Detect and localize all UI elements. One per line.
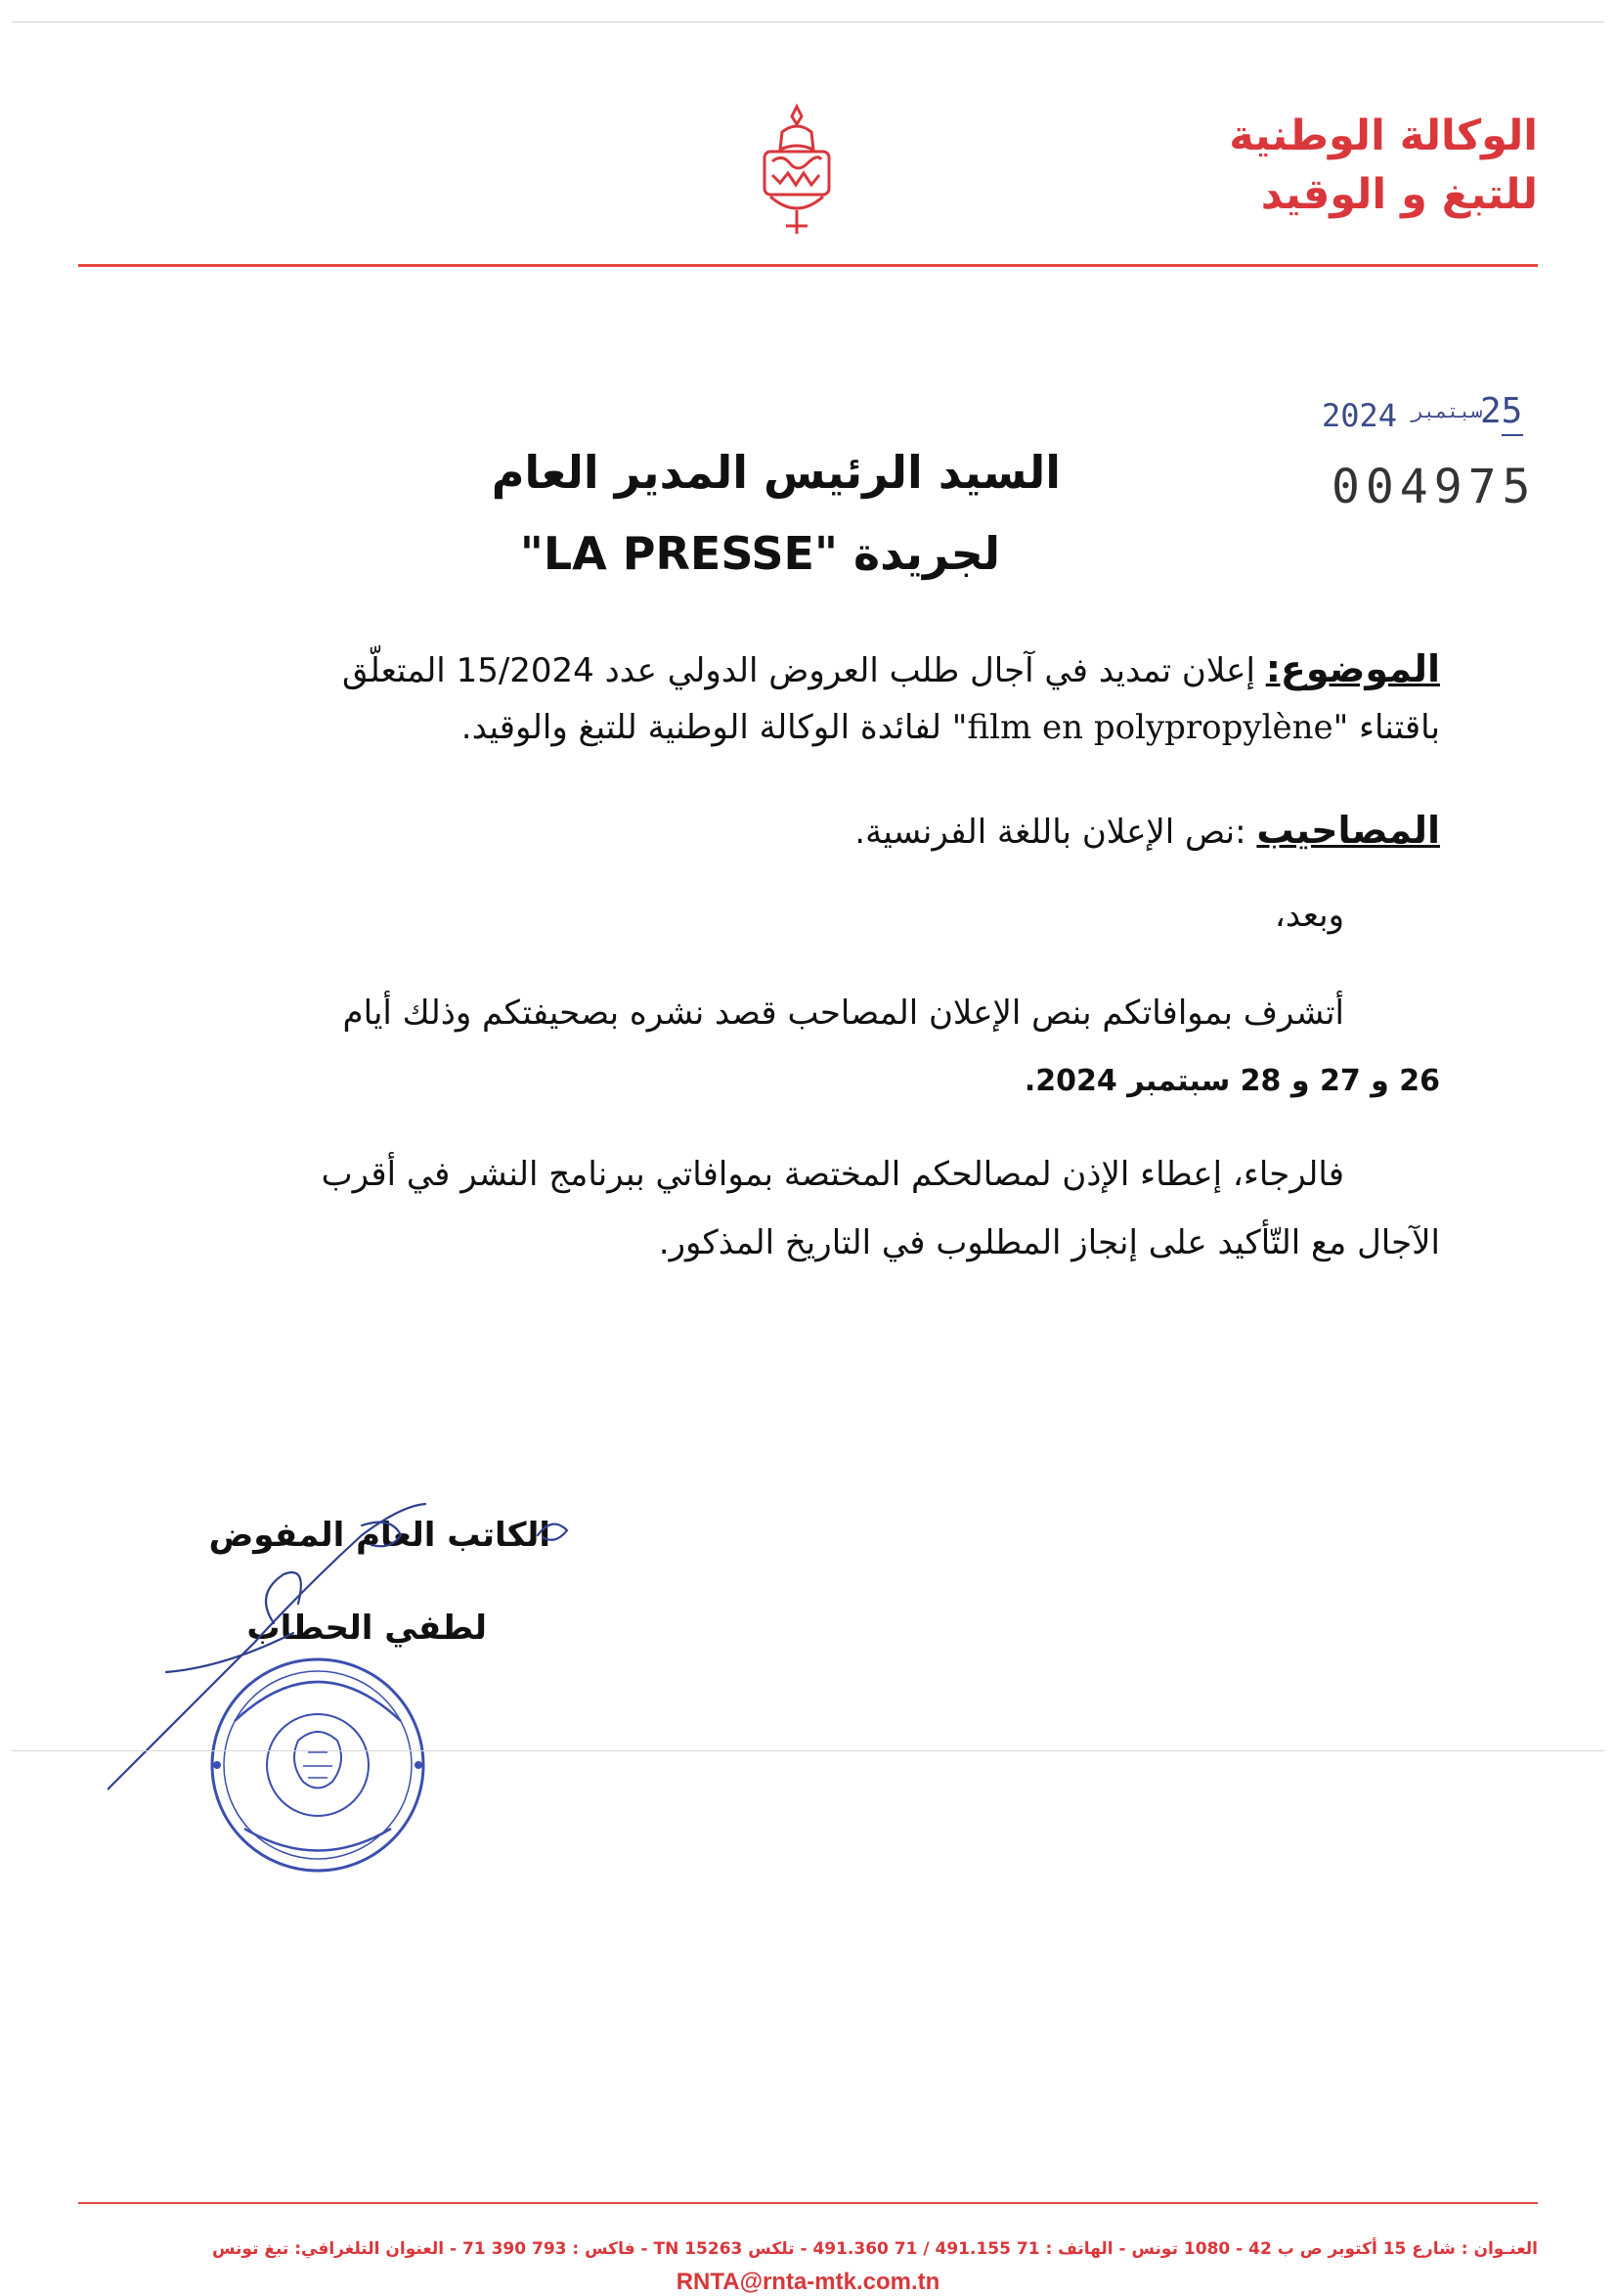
greeting: وبعد، <box>1274 896 1344 935</box>
subject-label: الموضوع: <box>1265 647 1440 690</box>
attachment-label: المصاحيب <box>1256 809 1440 852</box>
footer-rule <box>78 2202 1538 2204</box>
addressee-newspaper: لجريدة "LA PRESSE" <box>519 527 1000 580</box>
stamp-day: 25 <box>1480 391 1523 431</box>
paragraph2-line1: فالرجاء، إعطاء الإذن لمصالحكم المختصة بموافاتي ببرنامج النشر في أقرب <box>321 1155 1344 1194</box>
subject-line2 <box>91 702 1440 754</box>
header-rule <box>78 264 1538 267</box>
seal-graphic <box>108 1496 616 1907</box>
footer-email: RNTA@rnta-mtk.com.tn <box>676 2269 940 2295</box>
signature-and-seal <box>108 1496 616 1907</box>
subject-product-french: film en polypropylène <box>967 708 1333 747</box>
stamp-day-underline <box>1502 434 1523 436</box>
stamp-month: سبتمبر <box>1412 399 1483 422</box>
publication-dates: 26 و 27 و 28 سبتمبر 2024. <box>1024 1064 1440 1098</box>
signatory-name: لطفي الحطاب <box>246 1609 487 1648</box>
footer-address: العنـوان : شارع 15 أكتوبر ص ب 42 - 1080 تونس - الهاتف : 71 491.155 / 71 491.360 - تلكس TN 15263 - فاكس : 793 390 71 - العنوان التلغرافي: تبغ تونس <box>212 2239 1538 2259</box>
subject-text-suffix: " لفائدة الوكالة الوطنية للتبغ والوقيد. <box>460 708 968 747</box>
date-stamp <box>1322 391 1556 440</box>
org-logo <box>743 103 851 240</box>
attachment-line <box>91 802 1440 860</box>
subject-text: إعلان تمديد في آجال طلب العروض الدولي عدد 15/2024 المتعلّق <box>342 651 1266 690</box>
org-name-line2: للتبغ و الوقيد <box>1260 170 1538 219</box>
attachment-text: :نص الإعلان باللغة الفرنسية. <box>854 813 1257 852</box>
addressee-title: السيد الرئيس المدير العام <box>491 446 1061 499</box>
stamp-year: 2024 <box>1322 397 1398 434</box>
org-name-line1: الوكالة الوطنية <box>1229 111 1538 160</box>
subject-line1 <box>91 640 1440 698</box>
paragraph2-line2: الآجال مع التّأكيد على إنجاز المطلوب في التاريخ المذكور. <box>658 1223 1440 1262</box>
subject-text-prefix: باقتناء " <box>1332 708 1440 747</box>
signatory-title: الكاتب العام المفوض <box>208 1516 550 1555</box>
reference-number: 004975 <box>1332 460 1537 514</box>
gray-divider <box>12 1750 1604 1751</box>
paragraph1-line1: أتشرف بموافاتكم بنص الإعلان المصاحب قصد نشره بصحيفتكم وذلك أيام <box>342 993 1344 1033</box>
